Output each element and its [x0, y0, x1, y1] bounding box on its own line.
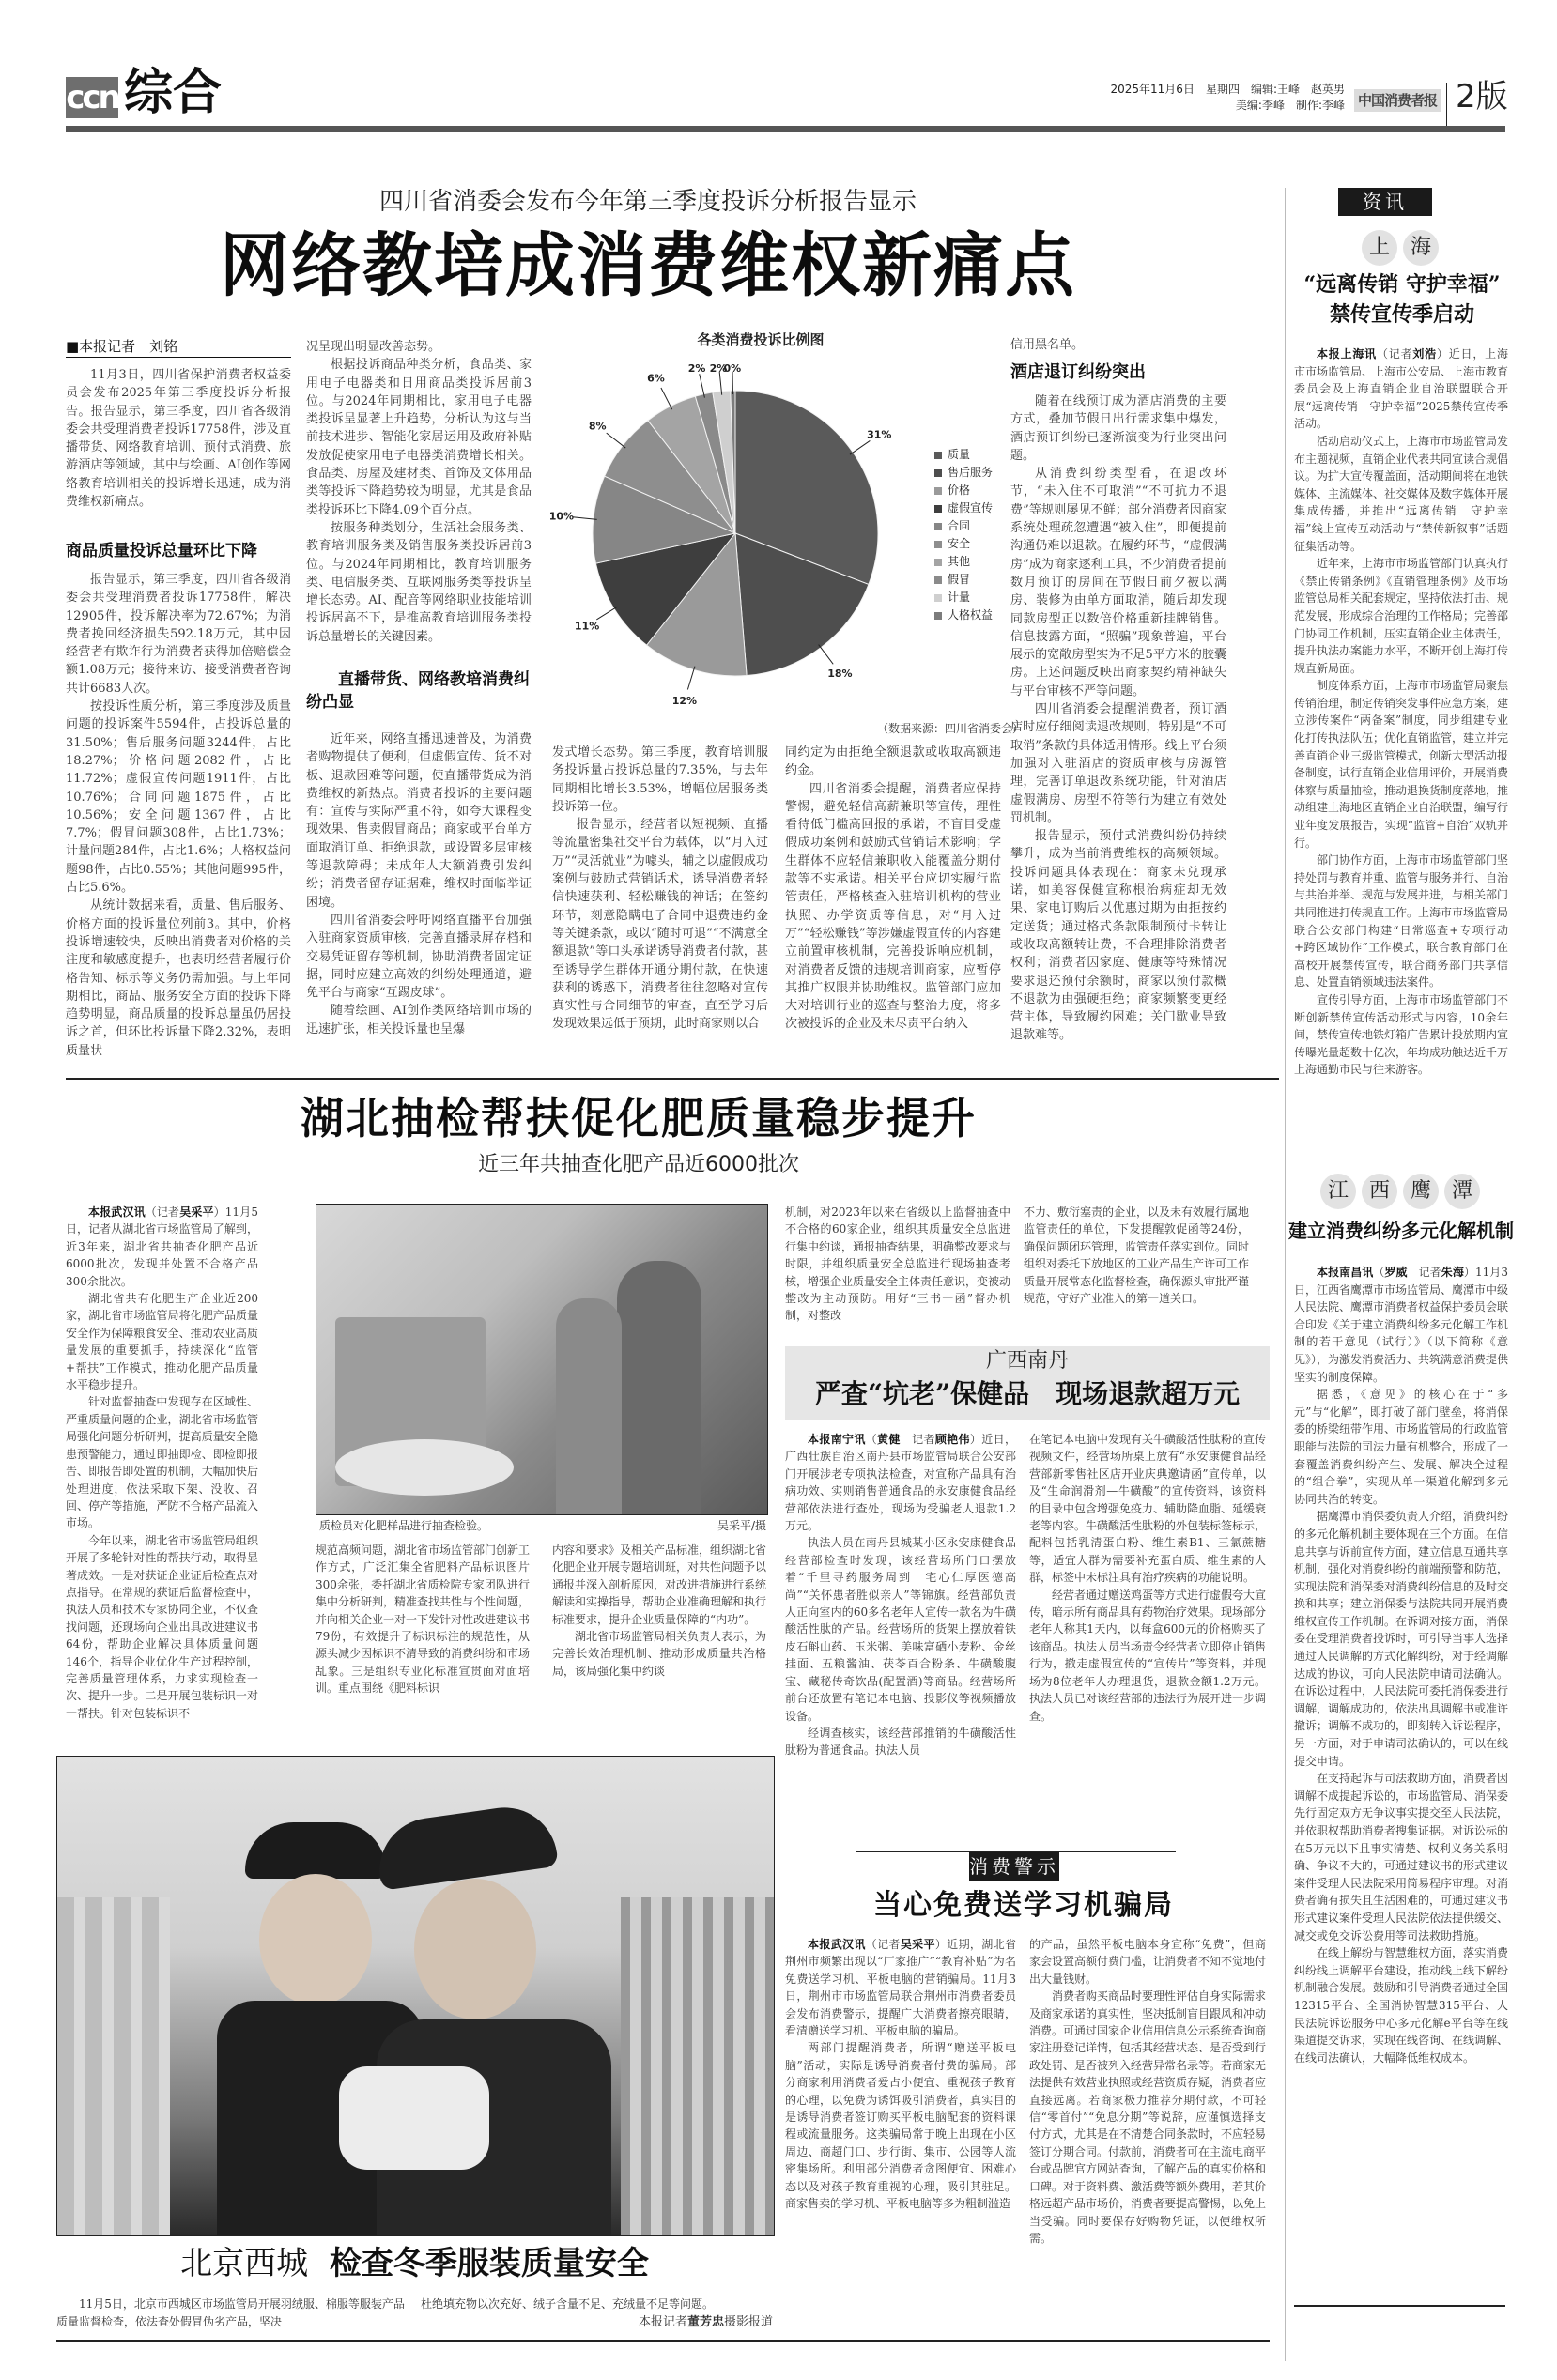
warning-col2 — [1029, 1936, 1266, 2302]
pie-label-人格权益: 0% — [723, 362, 742, 375]
paragraph: 按服务种类划分，生活社会服务类、教育培训服务类及销售服务类投诉居前3位。与2024年同期相比，教育培训服务类、电信服务类、互联网服务类等投诉呈增长态势。AI、配音等网络职业技能培训投诉居高不下，是推高教育培训服务类投诉总量增长的关键因素。 — [306, 520, 532, 644]
legend-swatch — [934, 559, 942, 566]
region-char: 江 — [1320, 1174, 1356, 1209]
legend-swatch — [934, 452, 942, 459]
lead-subhead-1: 商品质量投诉总量环比下降 — [66, 542, 257, 560]
paragraph: 随着绘画、AI创作类网络培训市场的迅速扩张，相关投诉量也呈爆 — [306, 1004, 532, 1036]
warning-col1 — [785, 1936, 1016, 2302]
garment-shape — [339, 2066, 489, 2170]
paragraph: 本报武汉讯（记者吴采平）11月5日，记者从湖北省市场监管局了解到，近3年来，湖北省共抽查化肥产品近6000批次，发现并处置不合格产品300余批次。 — [66, 1205, 258, 1288]
byline-name: 吴采平 — [179, 1205, 214, 1219]
byline-name: 本报南昌讯 — [1317, 1266, 1374, 1279]
legend-label: 安全 — [948, 537, 971, 550]
warning-badge: 消费警示 — [969, 1852, 1059, 1881]
pie-label-售后服务: 18% — [827, 667, 853, 680]
paragraph: 制度体系方面，上海市市场监管局聚焦传销治理，制定传销突发事件应急方案，建立涉传案件“两备案”制度，同步组建专业化打传执法队伍；优化直销监管，建立并完善直销企业三级监管模式，创新大型活动报备制度，试行直销企业信用评价，开展消费体察与质量抽检，推动退换货制度落地，推动组建上海地区直销企业自治联盟，编写行业年度发展报告，实现“监管+自治”双轨并行。 — [1294, 679, 1509, 850]
paragraph: 按投诉性质分析，第三季度涉及质量问题的投诉案件5594件，占投诉总量的31.50%；售后服务问题3244件，占比18.27%；价格问题2082件，占比11.72%；虚假宣传问题1911件，占比10.76%；合同问题1875件，占比10.56%；安全问题1367件，占比7.7%；假冒问题308件，占比1.73%；计量问题284件，占比1.6%；人格权益问题98件，占比0.55%；其他问题995件，占比5.6%。 — [66, 699, 291, 896]
paragraph: 本报上海讯（记者刘浩）近日，上海市市场监管局、上海市公安局、上海市教育委员会及上海直销企业自治联盟联合开展“远离传销 守护幸福”2025禁传宣传季活动。 — [1294, 347, 1509, 431]
paragraph: 近年来，网络直播迅速普及，为消费者购物提供了便利，但虚假宣传、货不对板、退款困难等问题，使直播带货成为消费维权的新热点。消费者投诉的主要问题有：宣传与实际严重不符，如夸大课程变现效果、售卖假冒商品；商家或平台单方面取消订单、拒绝退款，或设置多层审核等退款障碍；未成年人大额消费引发纠纷；消费者留存证据难，维权时面临举证困境。 — [306, 732, 532, 910]
chart-source: （数据来源：四川省消委会） — [876, 722, 1024, 735]
pie-label-质量: 31% — [867, 428, 892, 441]
newspaper-logo: 中国消费者报 — [1354, 89, 1441, 112]
byline-name: 罗威 — [1384, 1266, 1408, 1279]
paragraph: 四川省消委会呼吁网络直播平台加强入驻商家资质审核，完善直播录屏存档和交易凭证留存等机制，协助消费者固定证据，同时应建立高效的纠纷处理通道，避免平台与商家“互踢皮球”。 — [306, 913, 532, 1001]
paragraph: 活动启动仪式上，上海市市场监管局发布主题视频，直销企业代表共同宣读合规倡议。为扩大宣传覆盖面，活动期间将在地铁媒体、主流媒体、社交媒体及数字媒体开展集成传播，并推出“远离传销 守护幸福”线上宣传互动活动与“禁传新叙事”话题征集活动等。 — [1294, 434, 1509, 553]
pie-leader-line — [850, 440, 870, 454]
sidebar-headline-1a: “远离传销 守护幸福” — [1303, 272, 1501, 297]
chart-title: 各类消费投诉比例图 — [697, 331, 825, 348]
paragraph: 报告显示，预付式消费纠纷仍持续攀升，成为当前消费维权的高频领域。投诉问题具体表现在：商家未兑现承诺，如美容保健宣称根治病症却无效果、家电订购后以优惠过期为由拒按约定送货；通过格式条款限制预付卡转让或收取高额转让费，不合理排除消费者权利；消费者因家庭、健康等特殊情况要求退还预付余额时，商家以预付款概不退款为由强硬拒绝；商家频繁变更经营主体，导致履约困难；关门歇业导致退款难等。 — [1010, 829, 1226, 1043]
paragraph: 四川省消委会提醒，消费者应保持警惕，避免轻信高薪兼职等宣传，理性看待低门槛高回报的承诺，不盲目受虚假成功案例和鼓励式营销话术影响；学生群体不应轻信兼职收入能覆盖分期付款等不实承诺。相关平台应切实履行监管责任，严格核查入驻培训机构的营业执照、办学资质等信息，对“月入过万”“轻松赚钱”等涉嫌虚假宣传的内容建立前置审核机制，完善投诉响应机制，对消费者反馈的违规培训商家，应暂停其推广权限并协助维权。监管部门应加大对培训行业的巡查与整治力度，将多次被投诉的企业及未尽责平台纳入 — [785, 781, 1001, 1032]
hubei-col3 — [552, 1542, 766, 1711]
paragraph: 据鹰潭市消保委负责人介绍，消费纠纷的多元化解机制主要体现在三个方面。在信息共享与诉前宣传方面，建立信息互通共享机制，强化对消费纠纷的前端预警和防范，实现法院和消保委对消费纠纷信息的及时交换和共享；建立消保委与法院共同开展消费维权宣传工作机制。在诉调对接方面，消保委在受理消费者投诉时，可引导当事人选择通过人民调解的方式化解纠纷，对于经调解达成的协议，可向人民法院申请司法确认。在诉讼过程中，人民法院可委托消保委进行调解，调解成功的，依法出具调解书或准许撤诉；调解不成功的，即刻转入诉讼程序，另一方面，对于申请司法确认的，可以在线提交申请。 — [1294, 1510, 1509, 1768]
legend-label: 人格权益 — [948, 608, 994, 622]
legend-label: 虚假宣传 — [948, 501, 994, 514]
legend-swatch — [934, 487, 942, 495]
masthead-divider — [1446, 83, 1447, 126]
paragraph: 消费者购买商品时要理性评估自身实际需求及商家承诺的真实性，坚决抵制盲目跟风和冲动消费。可通过国家企业信用信息公示系统查询商家注册登记详情，包括其经营状态、是否受到行政处罚、是否被列入经营异常名录等。若商家无法提供有效营业执照或经营资质存疑，消费者应直接远离。若商家极力推荐分期付款，不可轻信“零首付”“免息分期”等说辞，应谨慎选择支付方式，尤其是在不清楚合同条款时，不应轻易签订分期合同。付款前，消费者可在主流电商平台或品牌官方网站查询，了解产品的真实价格和口碑。对于资料费、激活费等额外费用，若其价格远超产品市场价，消费者要提高警惕，以免上当受骗。同时要保存好购物凭证，以便维权所需。 — [1029, 1989, 1267, 2245]
paragraph: 发式增长态势。第三季度，教育培训服务投诉量占投诉总量的7.35%，与去年同期相比增长3.53%，增幅位居服务类投诉第一位。 — [552, 745, 768, 814]
paragraph: 据悉，《意见》的核心在于“多元”与“化解”，即打破了部门壁垒，将消保委的桥梁纽带作用、市场监管局的行政监管职能与法院的司法力量有机整合，形成了一套覆盖消费纠纷产生、发展、解决全过程的“组合拳”，实现从单一渠道化解到多元协同共治的转变。 — [1294, 1388, 1509, 1506]
hubei-headline: 湖北抽检帮扶促化肥质量稳步提升 — [301, 1093, 977, 1144]
byline-name: 本报上海讯 — [1317, 347, 1377, 361]
pie-leader-line — [819, 645, 834, 665]
guangxi-location: 广西南丹 — [985, 1349, 1069, 1373]
legend-swatch — [934, 541, 942, 548]
paragraph: 不力、敷衍塞责的企业，以及未有效履行属地监管责任的单位，下发提醒敦促函等24份，确保问题闭环管理，监管责任落实到位。同时组织对委托下放地区的工业产品生产许可工作质量开展常态化监督检查，确保源头审批严谨规范，守好产业准入的第一道关口。 — [1024, 1205, 1250, 1306]
officer-face-shape — [414, 1879, 536, 2019]
legend-label: 价格 — [948, 484, 971, 497]
paragraph: 况呈现出明显改善态势。 — [306, 340, 441, 354]
credit-prefix: 本报记者 — [638, 2315, 687, 2329]
paragraph: 信用黑名单。 — [1010, 338, 1085, 352]
lead-col2-body-2 — [306, 730, 532, 1070]
sidebar-headline-2: 建立消费纠纷多元化解机制 — [1288, 1220, 1514, 1242]
section-rule — [66, 1078, 1279, 1080]
byline-name: 吴采平 — [900, 1938, 935, 1951]
region-char: 上 — [1362, 230, 1397, 266]
byline-name: 朱海 — [1441, 1266, 1464, 1279]
paragraph: 从消费纠纷类型看，在退改环节，“未入住不可取消”“不可抗力不退费”等规则屡见不鲜；部分消费者因商家系统处理疏忽遭遇“被入住”，即便提前沟通仍难以退款。在履约环节，“虚假满房”成为商家逐利工具，不少消费者提前数月预订的房间在节假日前夕被以满房、装修为由单方面取消，随后却发现同款房型正以数倍价格重新挂牌销售。信息披露方面，“照骗”现象普遍，平台展示的宽敞房型实为不足5平方米的胶囊房。上述问题反映出商家契约精神缺失与平台审核不严等问题。 — [1010, 467, 1226, 699]
pie-leader-line — [687, 667, 695, 690]
beijing-headline — [56, 2242, 773, 2285]
beijing-caption-1: 11月5日，北京市西城区市场监管局开展羽绒服、棉服等服装产品质量监督检查，依法查处假冒伪劣产品，坚决 — [56, 2297, 405, 2328]
pie-label-安全: 8% — [588, 420, 607, 433]
paragraph: 针对监督抽查中发现存在区域性、严重质量问题的企业，湖北省市场监管局强化问题分析研判，提高质量安全隐患预警能力，通过即抽即检、即检即报告、即报告即处置的机制，大幅加快后处理进度，依法采取下架、没收、召回、停产等措施，严防不合格产品流入市场。 — [66, 1395, 258, 1530]
paragraph: 湖北省共有化肥生产企业近200家，湖北省市场监管局将化肥产品质量安全作为保障粮食安全、推动农业高质量发展的重要抓手，持续深化“监管+帮扶”工作模式，推动化肥产品质量水平稳步提升。 — [66, 1292, 258, 1392]
pie-label-其他: 6% — [647, 372, 665, 385]
pie-label-合同: 10% — [548, 510, 575, 523]
pie-label-假冒: 2% — [687, 362, 706, 375]
byline-name: 顾艳伟 — [934, 1433, 970, 1446]
beijing-location: 北京西城 — [180, 2245, 309, 2282]
pie-label-虚假宣传: 11% — [574, 620, 600, 633]
officer-face-shape — [259, 1874, 372, 2005]
pie-leader-line — [661, 388, 672, 409]
paragraph: 11月3日，四川省保护消费者权益委员会发布2025年第三季度投诉分析报告。报告显示，第三季度，四川省各级消委会共受理消费者投诉17758件，涉及直播带货、网络教育培训、预付式消费、旅游酒店等领域，其中与绘画、AI创作等网络教育培训相关的投诉增长迅速，成为消费维权新痛点。 — [66, 368, 291, 510]
sidebar-article-2 — [1294, 1264, 1508, 2287]
lead-col2-body — [306, 338, 532, 648]
byline-name: 本报武汉讯 — [808, 1938, 866, 1951]
edition-number: 2版 — [1456, 78, 1508, 115]
guangxi-col1 — [785, 1431, 1016, 1827]
paragraph: 报告显示，经营者以短视频、直播等流量密集社交平台为载体，以“月入过万”“灵活就业”为噱头，辅之以虚假成功案例与鼓励式营销话术，诱导消费者轻信快速获利、轻松赚钱的神话；在签约环节，刻意隐瞒电子合同中退费违约金等关键条款，或以“随时可退”“不满意全额退款”等口头承诺诱导消费者付款，甚至诱导学生群体开通分期付款，在快速获利的诱惑下，消费者往往忽略对宣传真实性与合同细节的审查，直至学习后发现效果远低于预期，此时商家则以合 — [552, 818, 768, 1032]
warning-headline: 当心免费送学习机骗局 — [873, 1889, 1174, 1922]
paragraph: 今年以来，湖北省市场监管局组织开展了多轮针对性的帮扶行动，取得显著成效。一是对获证企业证后检查点对点指导。在常规的获证后监督检查中，执法人员和技术专家协同企业，不仅查找问题，还现场向企业出具改进建议书64份，帮助企业解决具体质量问题146个，指导企业优化生产过程控制，完善质量管理体系，力求实现检查一次、提升一步。二是开展包装标识一对一帮扶。针对包装标识不 — [66, 1533, 258, 1720]
inspector-figure — [556, 1298, 622, 1514]
legend-swatch — [934, 612, 942, 620]
hubei-col1 — [66, 1204, 258, 1851]
byline-name: 本报武汉讯 — [88, 1205, 146, 1219]
date-editor-line: 2025年11月6日 星期四 编辑:王峰 赵英男 — [1110, 83, 1345, 96]
beijing-title: 检查冬季服装质量安全 — [329, 2245, 649, 2282]
lead-byline: ■本报记者 刘铭 — [66, 336, 291, 358]
legend-label: 其他 — [948, 555, 971, 568]
section-logo: ccn — [66, 79, 118, 116]
byline-name: 刘浩 — [1412, 347, 1437, 361]
sidebar-divider — [1285, 188, 1286, 2361]
legend-swatch — [934, 594, 942, 602]
masthead-rule — [66, 126, 1505, 132]
region-tag-shanghai — [1296, 230, 1504, 266]
legend-label: 质量 — [948, 448, 971, 461]
hubei-col2 — [316, 1542, 530, 1711]
lead-kicker: 四川省消委会发布今年第三季度投诉分析报告显示 — [378, 188, 917, 216]
legend-swatch — [934, 576, 942, 584]
lab-photo-caption: 质检员对化肥样品进行抽查检验。 — [319, 1519, 489, 1532]
guangxi-headline-box — [785, 1346, 1270, 1420]
lead-col1-body — [66, 571, 291, 1070]
paragraph: 本报南昌讯（罗威 记者朱海）11月3日，江西省鹰潭市市场监管局、鹰潭市中级人民法院、鹰潭市消费者权益保护委员会联合印发《关于建立消费纠纷多元化解工作机制的若干意见（试行）》（以下简称《意见》），为激发消费活力、共筑满意消费提供坚实的制度保障。 — [1294, 1266, 1509, 1384]
paragraph: 部门协作方面，上海市市场监管部门坚持处罚与教育并重、监管与服务并行、自治与共治并举、规范与发展并进，与相关部门共同推进打传规直工作。上海市市场监管局联合公安部门构建“日常巡查+专项行动+跨区域协作”工作模式，联合教育部门在高校开展禁传宣传，联合商务部门共享信息、处置直销领域违法案件。 — [1294, 853, 1509, 990]
paragraph: 近年来，上海市市场监管部门认真执行《禁止传销条例》《直销管理条例》及市场监管总局相关配套规定，坚持依法打击、规范发展，形成综合治理的工作格局；完善部门协同工作机制，压实直销企业主体责任，提升执法办案能力水平，不断开创上海打传规直新局面。 — [1294, 557, 1509, 675]
paragraph: 内容和要求》及相关产品标准，组织湖北省化肥企业开展专题培训班，对共性问题予以通报并深入剖析原因，对改进措施进行系统解读和实操指导，帮助企业准确理解和执行标准要求，提升企业质量保障的“内功”。 — [552, 1543, 767, 1626]
paragraph: 机制，对2023年以来在省级以上监督抽查中不合格的60家企业，组织其质量安全总监进行集中约谈，通报抽查结果，明确整改要求与时限，并组织质量安全总监进行现场抽查考核，增强企业质量安全主体责任意识，变被动整改为主动预防。用好“三书一函”督办机制，对整改 — [785, 1205, 1011, 1323]
beijing-credit — [421, 2313, 773, 2331]
lead-col4-body — [785, 744, 1001, 1070]
beijing-caption-2: 杜绝填充物以次充好、绒子含量不足、充绒量不足等问题。 — [421, 2297, 715, 2311]
paragraph: 规范高频问题，湖北省市场监管部门创新工作方式，广泛汇集全省肥料产品标识图片300余张，委托湖北省质检院专家团队进行集中分析研判，精准查找共性与个性问题，并向相关企业一对一下发针对性改进建议书79份，有效提升了标识标注的规范性，从源头减少因标识不清导致的消费纠纷和市场乱象。三是组织专业化标准宣贯面对面培训。重点围绕《肥料标识 — [316, 1543, 531, 1696]
paragraph: 在笔记本电脑中发现有关牛磺酸活性肽粉的宣传视频文件，经营场所桌上放有“永安康健食品经营部新零售社区店开业庆典邀请函”宣传单，以及“生命润滑剂—牛磺酸”的宣传资料，该资料的目录中包含增强免疫力、辅助降血脂、延缓衰老等内容。牛磺酸活性肽粉的外包装标签标示，配料包括乳清蛋白粉、维生素B1、三氯蔗糖等，适宜人群为需要补充蛋白质、维生素的人群，标签中未标注具有治疗疾病的功能说明。 — [1029, 1433, 1267, 1585]
paragraph: 从统计数据来看，质量、售后服务、价格方面的投诉量位列前3。其中，价格投诉增速较快，反映出消费者对价格的关注度和敏感度提升，也表明经营者履行价格告知、标示等义务仍需加强。与上年同期相比，商品、服务安全方面的投诉下降趋势明显，商品质量的投诉总量虽仍居投诉之首，但环比投诉量下降2.32%，表明质量状 — [66, 898, 291, 1058]
region-char: 西 — [1362, 1174, 1397, 1209]
byline-name: 本报南宁讯 — [808, 1433, 866, 1446]
hubei-col4 — [785, 1204, 1010, 1335]
legend-swatch — [934, 469, 942, 477]
paragraph: 经调查核实，该经营部推销的牛磺酸活性肽粉为普通食品。执法人员 — [785, 1726, 1016, 1758]
paragraph: 本报南宁讯（黄健 记者顾艳伟）近日，广西壮族自治区南丹县市场监管局联合公安部门开展涉老专项执法检查，对宣称产品具有治病功效、实则销售普通食品的永安康健食品经营部依法进行查处，现场为受骗老人退款1.2万元。 — [785, 1433, 1016, 1533]
sidebar-headline-1b: 禁传宣传季启动 — [1329, 302, 1474, 327]
paragraph: 湖北省市场监管局相关负责人表示，为完善长效治理机制、推动形成质量共治格局，该局强化集中约谈 — [552, 1630, 767, 1678]
page-bottom-rule — [56, 2340, 1270, 2342]
legend-swatch — [934, 505, 942, 513]
sidebar-article-1 — [1294, 345, 1509, 1077]
guangxi-col2 — [1029, 1431, 1266, 1827]
paragraph: 的产品，虽然平板电脑本身宣称“免费”，但商家会设置高额付费门槛，让消费者不知不觉地付出大量钱财。 — [1029, 1938, 1267, 1986]
lead-col5-body — [1010, 392, 1226, 1070]
section-title: 综合 — [124, 64, 223, 121]
region-char: 潭 — [1444, 1174, 1480, 1209]
officer-cap-shape — [373, 1801, 559, 1891]
lead-col5-top — [1010, 336, 1226, 357]
pie-leader-line — [596, 607, 617, 620]
region-tag-yingtan — [1296, 1174, 1504, 1209]
guangxi-headline: 严查“坑老”保健品 现场退款超万元 — [814, 1378, 1241, 1409]
legend-swatch — [934, 523, 942, 530]
officer-cap-shape — [245, 1822, 386, 1879]
paragraph: 经营者通过赠送鸡蛋等方式进行虚假夸大宣传，暗示所有商品具有药物治疗效果。现场部分老年人称其1天内，以每盒600元的价格购买了该商品。执法人员当场责令经营者立即停止销售行为，撤走虚假宣传的“宣传片”等资料，并现场为8位老年人办理退货，退款金额1.2万元。执法人员已对该经营部的违法行为展开进一步调查。 — [1029, 1588, 1267, 1723]
legend-label: 假冒 — [948, 573, 971, 586]
credit-name: 董芳忠 — [686, 2315, 724, 2329]
legend-label: 合同 — [948, 519, 971, 532]
paragraph: 本报武汉讯（记者吴采平）近期，湖北省荆州市频繁出现以“厂家推广”“教育补贴”为名免费送学习机、平板电脑的营销骗局。11月3日，荆州市市场监管局联合荆州市消费者委员会发布消费警示，提醒广大消费者擦亮眼睛，看清赠送学习机、平板电脑的骗局。 — [785, 1938, 1016, 2038]
paragraph: 宣传引导方面，上海市市场监管部门不断创新禁传宣传活动形式与内容，10余年间，禁传宣传地铁灯箱广告累计投放期内宣传曝光量超数十亿次，年均成功触达近千万上海通勤市民与往来游客。 — [1294, 992, 1509, 1077]
pie-chart — [548, 355, 928, 712]
sample-tray-shape — [335, 1439, 514, 1496]
credit-suffix: 摄影报道 — [723, 2315, 773, 2329]
paragraph: 两部门提醒消费者，所谓“赠送平板电脑”活动，实际是诱导消费者付费的骗局。部分商家利用消费者爱占小便宜、重视孩子教育的心理，以免费为诱饵吸引消费者，真实目的是诱导消费者签订购买平板电脑配套的资料课程或流量服务。这类骗局常于晚上出现在小区周边、商超门口、步行街、集市、公园等人流密集场所。利用部分消费者贪图便宜、困难心态以及对孩子教育重视的心理，吸引其驻足。商家售卖的学习机、平板电脑等多为粗制滥造 — [785, 2041, 1016, 2211]
lab-photo — [316, 1204, 768, 1515]
lead-subhead-2: 直播带货、网络教培消费纠纷凸显 — [306, 670, 530, 712]
paragraph: 在支持起诉与司法救助方面，消费者因调解不成提起诉讼的，市场监管局、消保委先行固定双方无争议事实提交至人民法院，并依职权帮助消费者搜集证据。对诉讼标的在5万元以下且事实清楚、权利义务关系明确、争议不大的，可通过建议书的形式建议案件受理人民法院采用简易程序审理。对消费者确有损失且生活困难的，可通过建议书形式建议案件受理人民法院依法提供缓交、减交或免交诉讼费用等司法救助措施。 — [1294, 1772, 1509, 1942]
sidebar-badge: 资讯 — [1338, 188, 1432, 216]
clothing-rack-shape — [57, 1897, 170, 2235]
pie-leader-line — [607, 433, 626, 448]
hubei-subtitle: 近三年共抽查化肥产品近6000批次 — [478, 1153, 799, 1176]
lead-headline: 网络教培成消费维权新痛点 — [220, 225, 1076, 306]
paragraph: 在线上解纷与智慧维权方面，落实消费纠纷线上调解平台建设，推动线上线下解纷机制融合发展。鼓励和引导消费者通过全国12315平台、全国消协智慧315平台、人民法院诉讼服务中心多元化解e平台等在线渠道提交诉求，实现在线咨询、在线调解、在线司法确认，大幅降低维权成本。 — [1294, 1946, 1509, 2065]
clothing-rack-shape — [621, 1897, 774, 2235]
byline-name: 黄健 — [877, 1433, 901, 1446]
legend-label: 售后服务 — [948, 466, 994, 479]
inspector-figure — [617, 1261, 701, 1514]
paragraph: 报告显示，第三季度，四川省各级消委会共受理消费者投诉17758件，解决12905件，投诉解决率为72.67%；为消费者挽回经济损失592.18万元，其中因经营者有欺诈行为消费者获得加倍赔偿金额1.08万元；接待来访、接受消费者咨询共计6683人次。 — [66, 573, 291, 696]
lead-col1-intro — [66, 366, 291, 510]
hubei-col5 — [1024, 1204, 1249, 1335]
region-char: 鹰 — [1403, 1174, 1439, 1209]
paragraph: 随着在线预订成为酒店消费的主要方式，叠加节假日出行需求集中爆发，酒店预订纠纷已逐渐演变为行业突出问题。 — [1010, 394, 1226, 463]
pie-label-价格: 12% — [671, 694, 698, 707]
paragraph: 同约定为由拒绝全额退款或收取高额违约金。 — [785, 745, 1001, 778]
paragraph: 根据投诉商品种类分析，食品类、家用电子电器类和日用商品类投诉居前3位。与2024年同期相比，家用电子电器类投诉呈显著上升趋势，分析认为这与当前技术进步、智能化家居运用及政府补贴发放促使家用电子电器类消费增长相关。食品类、房屋及建材类、首饰及文体用品类等投诉下降趋势较为明显，尤其是食品类投诉环比下降4.09个百分点。 — [306, 358, 532, 517]
paragraph: 四川省消委会提醒消费者，预订酒店时应仔细阅读退改规则，特别是“不可取消”条款的具体适用情形。线上平台须加强对入驻酒店的资质审核与房源管理，完善订单退改系统功能，针对酒店虚假满房、房型不符等行为建立有效处罚机制。 — [1010, 702, 1226, 825]
pie-label-计量: 2% — [709, 362, 728, 375]
lead-col3-body — [552, 744, 768, 1070]
sidebar-end-rule — [1294, 2305, 1505, 2307]
inspection-photo — [56, 1756, 775, 2236]
lab-photo-credit: 吴采平/摄 — [717, 1519, 766, 1532]
region-char: 海 — [1403, 230, 1439, 266]
lead-subhead-3: 酒店退订纠纷突出 — [1010, 362, 1146, 382]
staff-line: 美编:李峰 制作:李峰 — [1235, 99, 1345, 112]
legend-label: 计量 — [948, 591, 971, 604]
paragraph: 执法人员在南丹县城某小区永安康健食品经营部检查时发现，该经营场所门口摆放着“千里寻药服务周到 宅心仁厚医德高尚”“关怀患者胜似亲人”等锦旗。经营部负责人正向室内的60多名老年人宣传一款名为牛磺酸活性肽的产品。经营场所的货架上摆放着铁皮石斛山药、玉米粥、美味富硒小麦粉、金丝挂面、五粮酱油、茯苓百合粉条、牛磺酸腹宝、藏秘传奇饮品(配置酒)等商品。经营场所前台还放置有笔记本电脑、投影仪等视频播放设备。 — [785, 1536, 1016, 1723]
